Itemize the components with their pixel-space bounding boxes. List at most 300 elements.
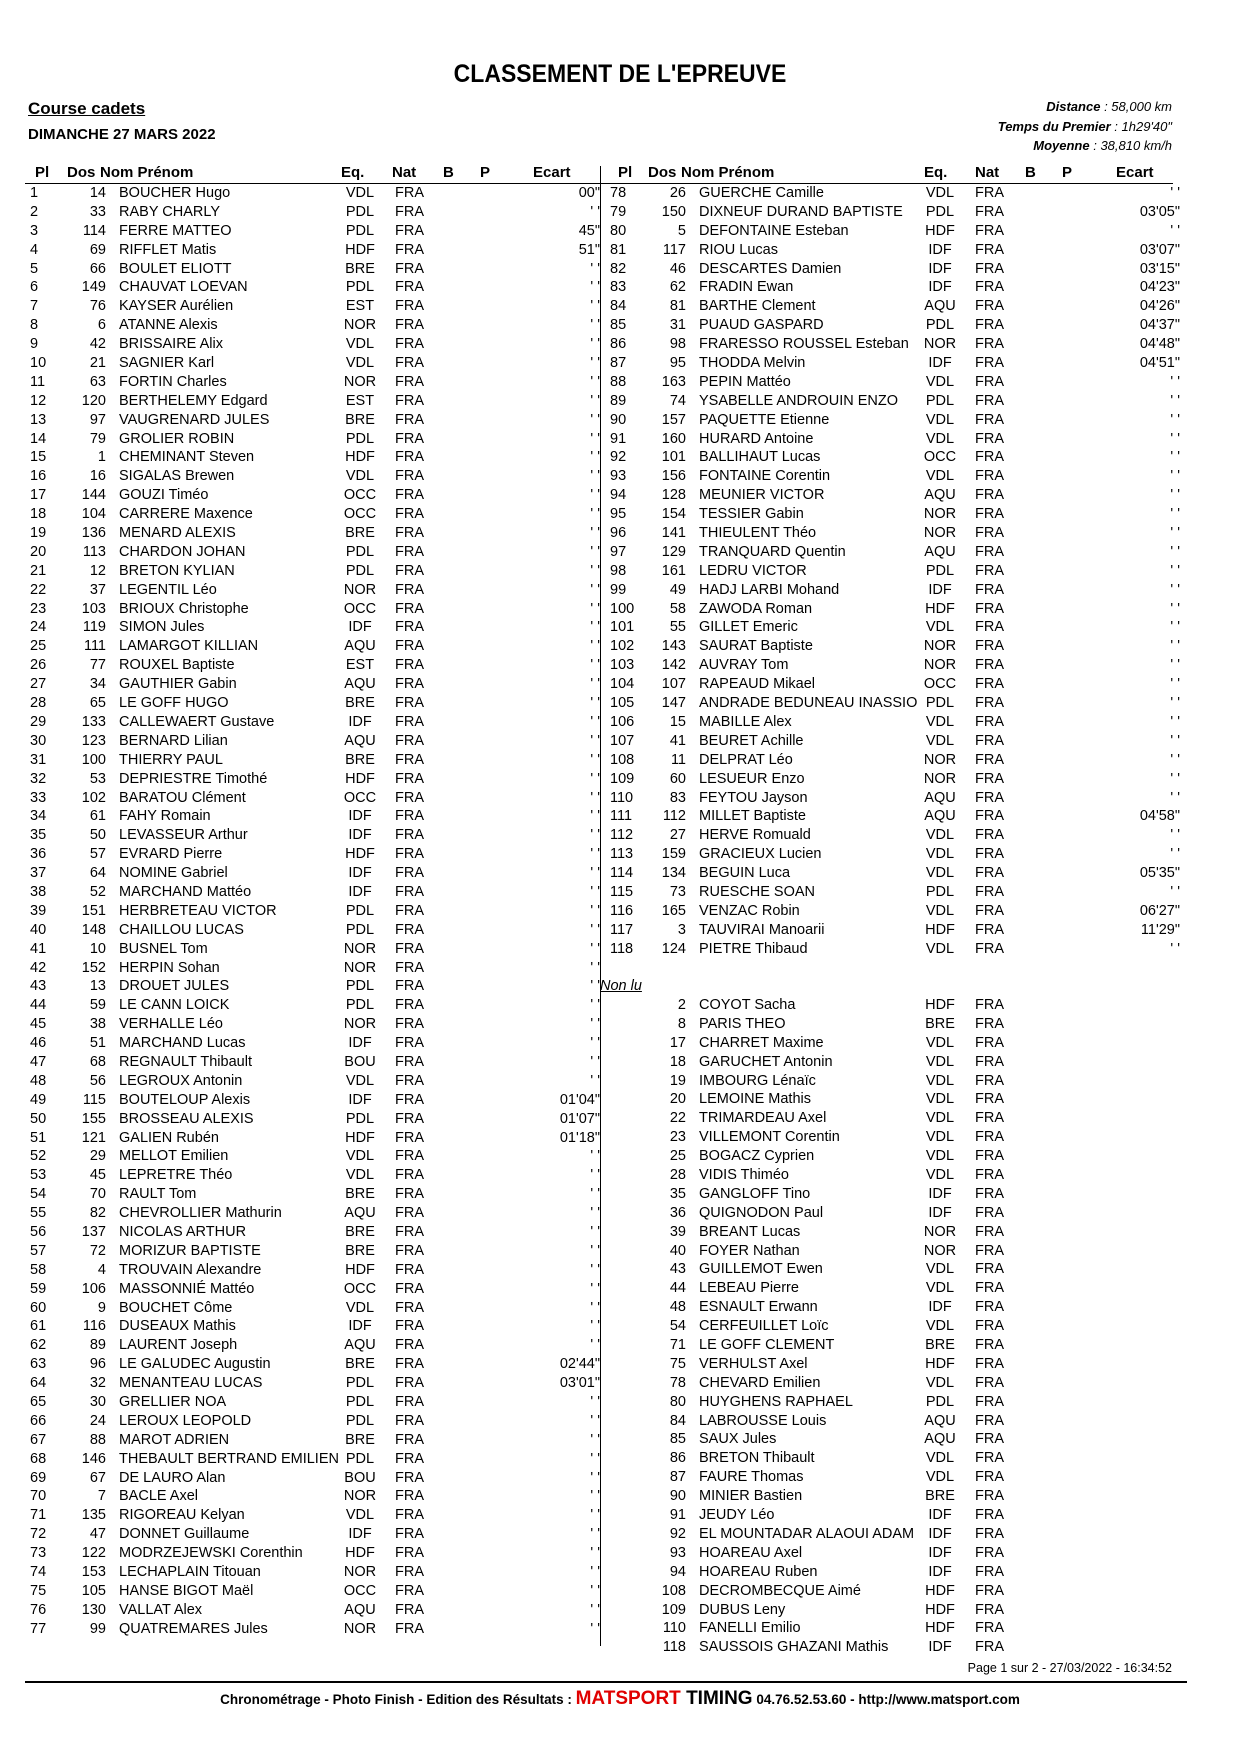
bib-number: 152	[81, 959, 106, 976]
team: VDL	[345, 1167, 375, 1184]
rider-name: CARRERE Maxence	[119, 506, 253, 523]
rider-name: BOGACZ Cyprien	[699, 1148, 815, 1165]
bib-number: 46	[669, 260, 686, 277]
rider-name: HOAREAU Ruben	[699, 1563, 818, 1580]
rank: 26	[30, 657, 47, 674]
result-row	[610, 467, 1180, 486]
team: HDF	[345, 1261, 375, 1278]
nationality: FRA	[975, 676, 1004, 693]
nationality: FRA	[395, 865, 424, 882]
team: PDL	[345, 978, 375, 995]
team: AQU	[344, 1337, 376, 1354]
rider-name: BOULET ELIOTT	[119, 260, 232, 277]
bib-number: 59	[89, 997, 106, 1014]
rank: 65	[30, 1394, 47, 1410]
rank: 53	[30, 1167, 47, 1184]
time-gap: ' '	[590, 1488, 600, 1505]
rider-name: REGNAULT Thibault	[119, 1053, 252, 1070]
rider-name: SAURAT Baptiste	[699, 638, 813, 655]
time-gap: 00"	[578, 185, 600, 201]
team: VDL	[345, 1072, 375, 1089]
result-row	[610, 883, 1180, 902]
nationality: FRA	[975, 543, 1004, 560]
rank: 31	[30, 751, 47, 768]
nationality: FRA	[395, 1564, 424, 1581]
rider-name: LE CANN LOICK	[119, 997, 230, 1014]
time-gap: ' '	[1170, 562, 1180, 579]
team: VDL	[925, 619, 955, 636]
nationality: FRA	[975, 1261, 1004, 1278]
bib-number: 20	[669, 1091, 686, 1108]
rank: 27	[30, 676, 47, 693]
result-row	[610, 940, 1180, 959]
rank: 44	[30, 997, 47, 1014]
nationality: FRA	[975, 1280, 1004, 1297]
bib-number: 115	[82, 1091, 106, 1108]
time-gap: ' '	[590, 1431, 600, 1448]
team: PDL	[925, 562, 955, 579]
rider-name: BOUTELOUP Alexis	[119, 1091, 251, 1108]
nationality: FRA	[395, 1356, 424, 1373]
rider-name: YSABELLE ANDROUIN ENZO	[699, 392, 899, 409]
team: HDF	[925, 1601, 955, 1618]
time-gap: ' '	[590, 260, 600, 277]
bib-number: 88	[89, 1431, 106, 1448]
bib-number: 150	[661, 203, 686, 220]
time-gap: ' '	[1170, 846, 1180, 863]
bib-number: 1	[97, 449, 106, 466]
nationality: FRA	[975, 827, 1004, 844]
bib-number: 18	[669, 1053, 686, 1070]
rank: 67	[30, 1431, 47, 1448]
team: PDL	[345, 1450, 375, 1467]
rank: 61	[30, 1318, 47, 1335]
team: HDF	[345, 449, 375, 466]
time-gap: ' '	[590, 676, 600, 693]
team: NOR	[343, 1620, 377, 1637]
time-gap: ' '	[590, 1450, 600, 1467]
rank: 20	[30, 543, 47, 560]
team: AQU	[344, 1601, 376, 1618]
time-gap: 01'04"	[559, 1091, 600, 1108]
rider-name: RUESCHE SOAN	[699, 883, 816, 900]
nationality: FRA	[395, 1545, 424, 1562]
result-row	[610, 1242, 1180, 1261]
rider-name: MABILLE Alex	[699, 713, 792, 730]
rider-name: THEBAULT BERTRAND EMILIEN	[119, 1450, 339, 1467]
result-row	[610, 751, 1180, 770]
time-gap: 45"	[578, 222, 600, 239]
rank: 110	[610, 789, 634, 806]
bib-number: 151	[81, 902, 106, 919]
result-row	[610, 1147, 1180, 1166]
team: HDF	[345, 770, 375, 787]
nationality: FRA	[395, 1280, 424, 1297]
nationality: FRA	[975, 751, 1004, 768]
rider-name: BRIOUX Christophe	[119, 600, 249, 617]
nationality: FRA	[975, 997, 1004, 1013]
time-gap: ' '	[1170, 430, 1180, 447]
nationality: FRA	[975, 1015, 1004, 1032]
nationality: FRA	[395, 695, 424, 712]
time-gap: ' '	[590, 1620, 600, 1637]
time-gap: 03'01"	[559, 1375, 600, 1392]
nationality: FRA	[395, 562, 424, 579]
time-gap: ' '	[590, 543, 600, 560]
time-gap: 02'44"	[559, 1356, 600, 1373]
team: VDL	[925, 1450, 955, 1467]
result-row	[610, 807, 1180, 826]
team: VDL	[925, 185, 955, 201]
rider-name: RIFFLET Matis	[119, 241, 217, 258]
rider-name: MORIZUR BAPTISTE	[119, 1242, 261, 1259]
rider-name: GRACIEUX Lucien	[699, 846, 822, 863]
rider-name: LAMARGOT KILLIAN	[119, 638, 259, 655]
nationality: FRA	[975, 1110, 1004, 1127]
team: IDF	[928, 1507, 952, 1524]
result-row	[30, 656, 600, 675]
rider-name: JEUDY Léo	[699, 1507, 775, 1524]
result-row	[30, 354, 600, 373]
nationality: FRA	[395, 1223, 424, 1240]
rider-name: HERPIN Sohan	[119, 959, 220, 976]
result-row	[30, 1393, 600, 1412]
result-row	[610, 1072, 1180, 1091]
time-gap: ' '	[1170, 506, 1180, 523]
time-gap: ' '	[1170, 676, 1180, 693]
rider-name: GALIEN Rubén	[119, 1129, 219, 1146]
rank: 54	[30, 1186, 47, 1203]
result-row	[30, 184, 600, 203]
rank: 83	[610, 279, 627, 296]
nationality: FRA	[975, 1091, 1004, 1108]
team: BRE	[345, 260, 375, 277]
time-gap: 51"	[578, 241, 600, 258]
rider-name: VAUGRENARD JULES	[119, 411, 270, 428]
time-gap: ' '	[590, 1223, 600, 1240]
nationality: FRA	[395, 1450, 424, 1467]
bib-number: 62	[669, 279, 686, 296]
rider-name: BRETON Thibault	[699, 1450, 815, 1467]
bib-number: 29	[89, 1148, 106, 1165]
team: PDL	[345, 1412, 375, 1429]
rank: 23	[30, 600, 47, 617]
result-row	[610, 694, 1180, 713]
rider-name: VILLEMONT Corentin	[699, 1129, 840, 1146]
bib-number: 133	[81, 713, 106, 730]
bib-number: 40	[669, 1242, 686, 1259]
nationality: FRA	[975, 1544, 1004, 1561]
nationality: FRA	[975, 1525, 1004, 1542]
bib-number: 134	[661, 865, 686, 882]
result-row	[30, 1242, 600, 1261]
bib-number: 55	[669, 619, 686, 636]
team: AQU	[344, 1205, 376, 1222]
rank: 94	[610, 487, 627, 504]
time-gap: ' '	[590, 525, 600, 542]
nationality: FRA	[395, 902, 424, 919]
nationality: FRA	[975, 1469, 1004, 1486]
result-row	[30, 1129, 600, 1148]
rank: 78	[610, 185, 627, 201]
footer	[0, 1688, 1240, 1710]
nationality: FRA	[975, 1299, 1004, 1316]
team: NOR	[923, 638, 957, 655]
rider-name: PUAUD GASPARD	[699, 317, 824, 334]
rider-name: LAURENT Joseph	[119, 1337, 238, 1354]
rider-name: GROLIER ROBIN	[119, 430, 235, 447]
rider-name: FOYER Nathan	[699, 1242, 800, 1259]
nationality: FRA	[975, 1167, 1004, 1184]
result-row	[30, 1582, 600, 1601]
result-row	[30, 430, 600, 449]
rank: 108	[610, 751, 635, 768]
nationality: FRA	[395, 260, 424, 277]
result-row	[30, 1185, 600, 1204]
rank: 112	[610, 827, 634, 844]
rider-name: CHEMINANT Steven	[119, 449, 255, 466]
result-row	[30, 826, 600, 845]
nationality: FRA	[395, 751, 424, 768]
time-gap: ' '	[590, 1469, 600, 1486]
nationality: FRA	[395, 1110, 424, 1127]
bib-number: 104	[81, 506, 106, 523]
bib-number: 60	[669, 770, 686, 787]
team: OCC	[343, 1582, 377, 1599]
time-gap: ' '	[590, 1299, 600, 1316]
time-gap: ' '	[590, 1148, 600, 1165]
rider-name: LEDRU VICTOR	[699, 562, 807, 579]
rider-name: BALLIHAUT Lucas	[699, 449, 821, 466]
bib-number: 84	[669, 1412, 686, 1429]
time-gap: 04'48"	[1139, 336, 1180, 353]
team: PDL	[345, 1110, 375, 1127]
bib-number: 57	[89, 846, 106, 863]
result-row	[610, 1109, 1180, 1128]
result-row	[610, 864, 1180, 883]
bib-number: 93	[669, 1544, 686, 1561]
team: NOR	[343, 581, 377, 598]
rider-name: BEGUIN Luca	[699, 865, 791, 882]
rank: 99	[610, 581, 627, 598]
bib-number: 78	[669, 1374, 686, 1391]
bib-number: 82	[89, 1205, 106, 1222]
team: NOR	[923, 1223, 957, 1240]
nationality: FRA	[395, 1072, 424, 1089]
nationality: FRA	[395, 940, 424, 957]
time-gap: ' '	[590, 921, 600, 938]
nationality: FRA	[395, 185, 424, 201]
nationality: FRA	[975, 1072, 1004, 1089]
time-gap: ' '	[590, 411, 600, 428]
distance-line: Distance : 58,000 km	[1046, 99, 1172, 114]
time-gap: 04'58"	[1139, 808, 1180, 825]
bib-number: 163	[661, 373, 686, 390]
nationality: FRA	[395, 525, 424, 542]
result-row	[610, 222, 1180, 241]
rank: 40	[30, 921, 47, 938]
header-eq-left: Eq.	[341, 164, 365, 181]
team: EST	[345, 657, 375, 674]
rider-name: BREANT Lucas	[699, 1223, 801, 1240]
nationality: FRA	[395, 1167, 424, 1184]
rider-name: CHARDON JOHAN	[119, 543, 246, 560]
team: VDL	[345, 355, 375, 372]
rider-name: CALLEWAERT Gustave	[119, 713, 275, 730]
rider-name: DE LAURO Alan	[119, 1469, 226, 1486]
team: NOR	[343, 1564, 377, 1581]
nationality: FRA	[975, 940, 1004, 957]
result-row	[610, 1166, 1180, 1185]
result-row	[30, 1034, 600, 1053]
team: IDF	[928, 1185, 952, 1202]
nationality: FRA	[975, 487, 1004, 504]
result-row	[610, 1619, 1180, 1638]
team: BRE	[345, 525, 375, 542]
team: AQU	[924, 487, 956, 504]
race-meta	[998, 97, 1172, 156]
time-gap: ' '	[590, 1035, 600, 1052]
footer-contact: 04.76.52.53.60 - http://www.matsport.com	[752, 1692, 1020, 1707]
team: PDL	[345, 203, 375, 220]
time-gap: ' '	[590, 846, 600, 863]
bib-number: 76	[89, 298, 106, 315]
nationality: FRA	[395, 1242, 424, 1259]
rider-name: MILLET Baptiste	[699, 808, 806, 825]
team: HDF	[925, 921, 955, 938]
bib-number: 51	[89, 1035, 106, 1052]
nationality: FRA	[975, 770, 1004, 787]
result-row	[610, 1506, 1180, 1525]
results-left-column	[30, 184, 600, 1639]
bib-number: 122	[81, 1545, 106, 1562]
time-gap: ' '	[590, 506, 600, 523]
result-row	[30, 260, 600, 279]
rider-name: LEPRETRE Théo	[119, 1167, 233, 1184]
rank: 8	[30, 317, 39, 334]
team: PDL	[345, 921, 375, 938]
result-row	[30, 1204, 600, 1223]
header-ecart-right: Ecart	[1116, 164, 1154, 181]
bib-number: 65	[89, 695, 106, 712]
nationality: FRA	[395, 1394, 424, 1410]
nationality: FRA	[975, 1223, 1004, 1240]
brand-matsport: MATSPORT	[575, 1688, 681, 1709]
team: VDL	[925, 1280, 955, 1297]
nationality: FRA	[395, 808, 424, 825]
rider-name: LEROUX LEOPOLD	[119, 1412, 252, 1429]
time-gap: ' '	[1170, 657, 1180, 674]
nationality: FRA	[975, 1355, 1004, 1372]
bib-number: 146	[81, 1450, 106, 1467]
result-row	[610, 637, 1180, 656]
nationality: FRA	[975, 1450, 1004, 1467]
nationality: FRA	[395, 1318, 424, 1335]
nationality: FRA	[395, 846, 424, 863]
nationality: FRA	[975, 468, 1004, 485]
rider-name: BERTHELEMY Edgard	[119, 392, 268, 409]
rank: 28	[30, 695, 47, 712]
rider-name: ROUXEL Baptiste	[119, 657, 235, 674]
rank: 16	[30, 468, 47, 485]
team: HDF	[345, 241, 375, 258]
nationality: FRA	[395, 411, 424, 428]
rider-name: VERHALLE Léo	[119, 1016, 223, 1033]
bib-number: 53	[89, 770, 106, 787]
bib-number: 75	[669, 1355, 686, 1372]
result-row	[610, 1053, 1180, 1072]
rider-name: MAROT ADRIEN	[119, 1431, 230, 1448]
team: VDL	[925, 411, 955, 428]
bib-number: 27	[669, 827, 686, 844]
bib-number: 52	[89, 883, 106, 900]
time-gap: ' '	[590, 581, 600, 598]
rider-name: LECHAPLAIN Titouan	[119, 1564, 261, 1581]
nationality: FRA	[395, 1299, 424, 1316]
bib-number: 112	[662, 808, 686, 825]
team: BRE	[345, 751, 375, 768]
team: PDL	[345, 1375, 375, 1392]
time-gap: 05'35"	[1139, 865, 1180, 882]
nationality: FRA	[975, 713, 1004, 730]
nationality: FRA	[975, 317, 1004, 334]
result-row	[30, 486, 600, 505]
bib-number: 113	[82, 543, 106, 560]
bib-number: 37	[89, 581, 106, 598]
nationality: FRA	[395, 959, 424, 976]
result-row	[610, 1430, 1180, 1449]
result-row	[610, 1090, 1180, 1109]
bib-number: 135	[81, 1507, 106, 1524]
bib-number: 130	[81, 1601, 106, 1618]
result-row	[610, 713, 1180, 732]
nationality: FRA	[975, 921, 1004, 938]
bib-number: 100	[81, 751, 106, 768]
result-row	[30, 883, 600, 902]
result-row	[30, 675, 600, 694]
result-row	[30, 1072, 600, 1091]
bib-number: 19	[669, 1072, 686, 1089]
result-row	[30, 1280, 600, 1299]
team: NOR	[343, 1488, 377, 1505]
result-row	[30, 241, 600, 260]
nationality: FRA	[975, 1337, 1004, 1354]
bib-number: 160	[661, 430, 686, 447]
time-gap: ' '	[590, 1564, 600, 1581]
rider-name: EVRARD Pierre	[119, 846, 223, 863]
rank: 74	[30, 1564, 47, 1581]
result-row	[30, 1355, 600, 1374]
rank: 6	[30, 279, 39, 296]
team: OCC	[343, 789, 377, 806]
time-gap: ' '	[590, 695, 600, 712]
bib-number: 111	[83, 638, 106, 655]
time-gap: ' '	[590, 1601, 600, 1618]
nationality: FRA	[975, 1034, 1004, 1051]
rider-name: GUILLEMOT Ewen	[699, 1261, 823, 1278]
team: NOR	[923, 751, 957, 768]
nationality: FRA	[395, 657, 424, 674]
rider-name: BUSNEL Tom	[119, 940, 208, 957]
rank: 106	[610, 713, 635, 730]
nationality: FRA	[975, 260, 1004, 277]
time-gap: ' '	[590, 1582, 600, 1599]
rank: 56	[30, 1223, 47, 1240]
nonlu-list	[610, 996, 1180, 1657]
team: NOR	[343, 940, 377, 957]
nationality: FRA	[395, 1507, 424, 1524]
team: AQU	[924, 298, 956, 315]
